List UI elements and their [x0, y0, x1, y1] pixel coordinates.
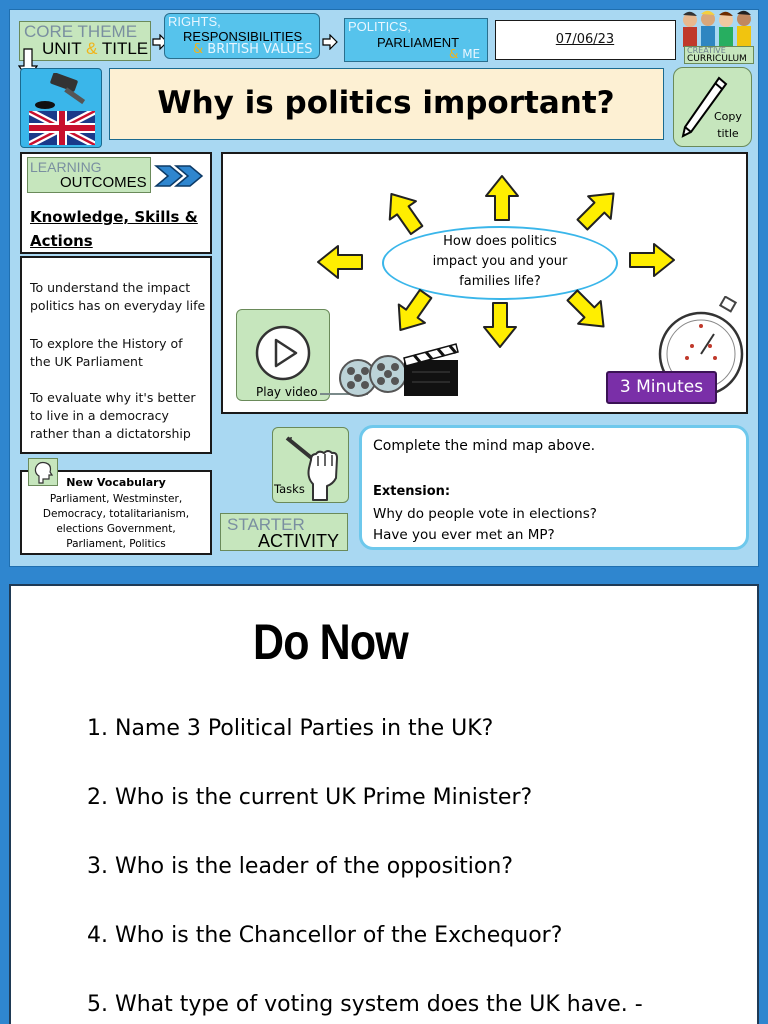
copy-title-box: Copy title	[673, 67, 752, 147]
knowledge-skills-heading: Knowledge, Skills & Actions	[30, 208, 198, 250]
play-icon	[254, 324, 312, 382]
arrow-right-icon	[630, 244, 674, 276]
play-video-button[interactable]: Play video	[236, 309, 330, 401]
creative-curriculum-logo: CREATIVE CURRICULUM	[684, 46, 754, 64]
do-now-slide	[9, 584, 759, 1024]
outcome-item: To explore the History of the UK Parliament	[30, 336, 183, 369]
starter-activity-label: STARTER ACTIVITY	[220, 513, 348, 551]
do-now-question: 4. Who is the Chancellor of the Exchequor?	[87, 923, 563, 948]
arrow-up-icon	[486, 176, 518, 220]
tasks-box: Tasks	[272, 427, 349, 503]
unit-word: UNIT	[42, 39, 82, 58]
mind-map-center: How does politics impact you and your families life?	[382, 226, 618, 300]
vocabulary-box: New Vocabulary Parliament, Westminster, Democracy, totalitarianism, elections Government, Parliament, Politics	[20, 470, 212, 555]
title-word: TITLE	[101, 39, 149, 58]
page-title: Why is politics important?	[157, 85, 615, 121]
outcome-item: To understand the impact politics has on everyday life	[30, 280, 206, 313]
date-text: 07/06/23	[555, 32, 615, 47]
arrow-left-icon	[318, 246, 362, 278]
ampersand: &	[86, 39, 98, 58]
do-now-title: Do Now	[253, 614, 408, 670]
arrow-down-left-icon	[387, 285, 438, 339]
do-now-question: 2. Who is the current UK Prime Minister?	[87, 785, 533, 810]
arrow-up-left-icon	[378, 185, 429, 239]
timer-badge: 3 Minutes	[606, 371, 717, 404]
learning-outcomes-label: LEARNING OUTCOMES	[27, 157, 151, 193]
do-now-question: 1. Name 3 Political Parties in the UK?	[87, 716, 494, 741]
core-theme-text: CORE THEME	[24, 22, 138, 41]
outcome-item: To evaluate why it's better to live in a democracy rather than a dictatorship	[30, 390, 196, 441]
arrow-down-icon	[484, 303, 516, 347]
film-reel-icon	[308, 340, 464, 402]
politics-parliament-label: POLITICS, PARLIAMENT & ME	[344, 18, 488, 62]
rights-responsibilities-label: RIGHTS, RESPONSIBILITIES & BRITISH VALUES	[164, 13, 320, 59]
do-now-question: 3. Who is the leader of the opposition?	[87, 854, 514, 879]
task-instructions-box: Complete the mind map above. Extension: Why do people vote in elections? Have you ever met an MP?	[359, 425, 749, 550]
do-now-question: 5. What type of voting system does the UK have. -	[87, 992, 643, 1017]
arrow-up-right-icon	[571, 182, 625, 236]
arrow-down-right-icon	[561, 284, 615, 338]
